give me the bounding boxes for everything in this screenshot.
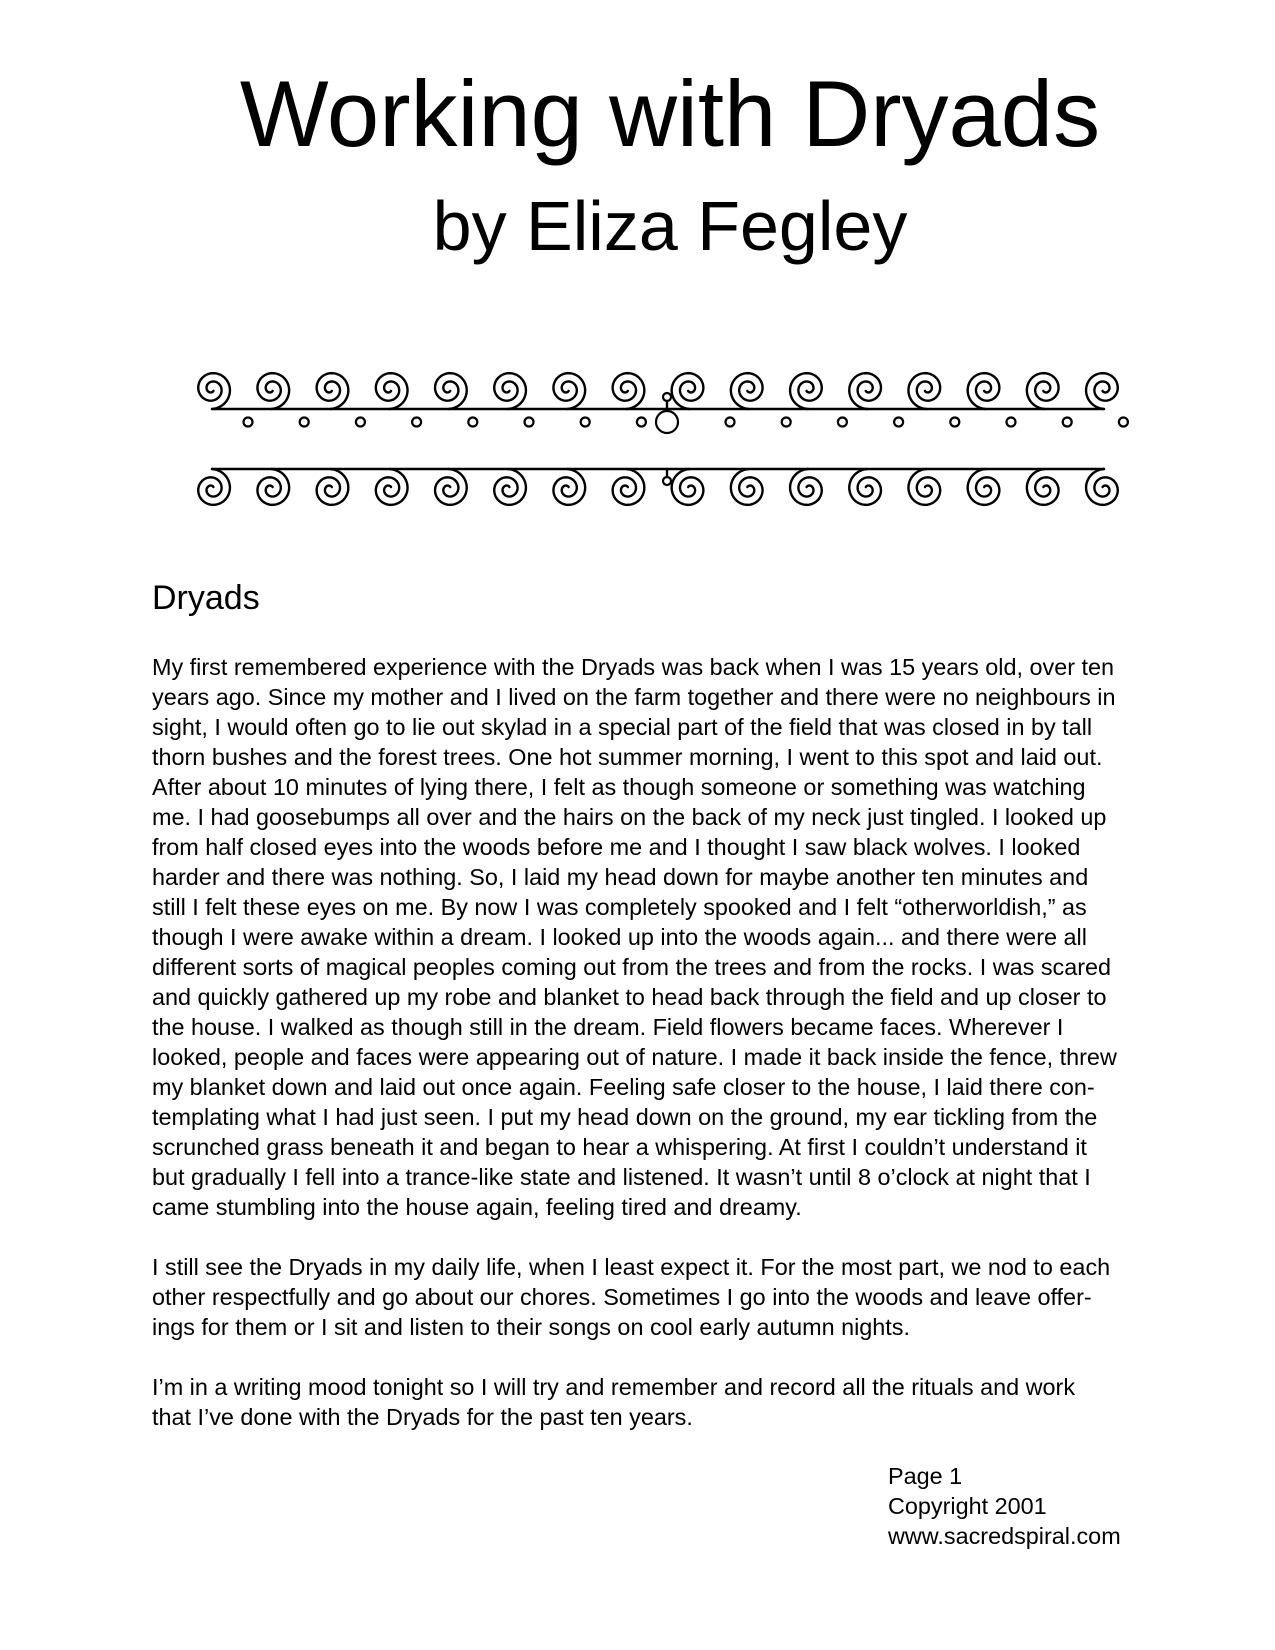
- text-line: looked, people and faces were appearing out of nature. I made it back inside the fence, threw: [152, 1044, 1117, 1070]
- spiral-curl: [790, 469, 822, 505]
- text-line: thorn bushes and the forest trees. One hot summer morning, I went to this spot and laid out.: [152, 744, 1103, 770]
- text-line: and quickly gathered up my robe and blanket to head back through the field and up closer to: [152, 984, 1107, 1010]
- ornament-dot: [838, 418, 847, 427]
- spiral-curl: [494, 373, 526, 409]
- ornament-dot: [894, 418, 903, 427]
- section-heading: Dryads: [152, 579, 260, 617]
- spiral-curl: [553, 469, 585, 505]
- text-line: but gradually I fell into a trance-like state and listened. It wasn’t until 8 o’clock at night that I: [152, 1164, 1091, 1190]
- spiral-curl: [435, 469, 467, 505]
- text-line: came stumbling into the house again, feeling tired and dreamy.: [152, 1194, 802, 1220]
- text-line: that I’ve done with the Dryads for the past ten years.: [152, 1404, 693, 1430]
- website-link: www.sacredspiral.com: [888, 1523, 1121, 1549]
- spiral-curl: [672, 469, 704, 505]
- spiral-curl: [613, 469, 645, 505]
- spiral-curl: [968, 373, 1000, 409]
- spiral-curl: [672, 373, 704, 409]
- page-number: Page 1: [888, 1463, 963, 1489]
- spiral-curl: [1086, 469, 1118, 505]
- spiral-curl: [494, 469, 526, 505]
- spiral-curl: [1086, 373, 1118, 409]
- text-line: ings for them or I sit and listen to their songs on cool early autumn nights.: [152, 1314, 910, 1340]
- ornament-dot: [950, 418, 959, 427]
- ornament-dot: [1119, 418, 1128, 427]
- spiral-curl: [376, 373, 408, 409]
- spiral-curl: [968, 469, 1000, 505]
- spiral-curl: [257, 373, 289, 409]
- spiral-curl: [908, 373, 940, 409]
- spiral-curl: [849, 373, 881, 409]
- text-line: I’m in a writing mood tonight so I will try and remember and record all the rituals and work: [152, 1374, 1076, 1400]
- document-title: Working with Dryads: [239, 61, 1101, 166]
- text-line: though I were awake within a dream. I looked up into the woods again... and there were all: [152, 924, 1087, 950]
- spiral-border-ornament: [190, 365, 1145, 515]
- spiral-curl: [553, 373, 585, 409]
- spiral-curl: [376, 469, 408, 505]
- spiral-curl: [1027, 373, 1059, 409]
- ornament-dot: [412, 418, 421, 427]
- spiral-curl: [435, 373, 467, 409]
- text-line: still I felt these eyes on me. By now I was completely spooked and I felt “otherworldish,” as: [152, 894, 1087, 920]
- spiral-curl: [317, 373, 349, 409]
- text-line: templating what I had just seen. I put my head down on the ground, my ear tickling from the: [152, 1104, 1098, 1130]
- page-footer: [888, 1461, 1121, 1551]
- spiral-curl: [1027, 469, 1059, 505]
- ornament-dot: [300, 418, 309, 427]
- ornament-dot: [726, 418, 735, 427]
- ornament-top-row: [198, 373, 1117, 409]
- ornament-bottom-row: [198, 469, 1117, 505]
- ornament-center-circle: [656, 411, 678, 433]
- spiral-curl: [198, 373, 230, 409]
- spiral-curl: [317, 469, 349, 505]
- text-line: sight, I would often go to lie out skylad in a special part of the field that was closed in by tall: [152, 714, 1093, 740]
- paragraph-3: [152, 1372, 1152, 1432]
- text-line: I still see the Dryads in my daily life, when I least expect it. For the most part, we nod to each: [152, 1254, 1111, 1280]
- spiral-curl: [790, 373, 822, 409]
- spiral-curl: [198, 469, 230, 505]
- spiral-curl: [849, 469, 881, 505]
- spiral-curl: [731, 469, 763, 505]
- spiral-curl: [257, 469, 289, 505]
- paragraph-2: [152, 1252, 1152, 1342]
- ornament-dot: [637, 418, 646, 427]
- ornament-knob: [663, 393, 671, 401]
- text-line: me. I had goosebumps all over and the hairs on the back of my neck just tingled. I looked up: [152, 804, 1107, 830]
- paragraph-1: [152, 652, 1152, 1222]
- copyright-notice: Copyright 2001: [888, 1493, 1047, 1519]
- text-line: different sorts of magical peoples coming out from the trees and from the rocks. I was scared: [152, 954, 1112, 980]
- body-text: [152, 652, 1152, 1462]
- text-line: My first remembered experience with the Dryads was back when I was 15 years old, over ten: [152, 654, 1115, 680]
- text-line: from half closed eyes into the woods before me and I thought I saw black wolves. I looked: [152, 834, 1081, 860]
- ornament-circle-row: [244, 411, 1128, 433]
- ornament-knob: [663, 477, 671, 485]
- author-byline: by Eliza Fegley: [432, 187, 908, 265]
- ornament-dot: [244, 418, 253, 427]
- ornament-dot: [525, 418, 534, 427]
- text-line: the house. I walked as though still in the dream. Field flowers became faces. Wherever I: [152, 1014, 1064, 1040]
- spiral-curl: [908, 469, 940, 505]
- ornament-dot: [356, 418, 365, 427]
- spiral-curl: [731, 373, 763, 409]
- ornament-dot: [782, 418, 791, 427]
- text-line: scrunched grass beneath it and began to hear a whispering. At first I couldn’t understand it: [152, 1134, 1087, 1160]
- text-line: years ago. Since my mother and I lived on the farm together and there were no neighbours in: [152, 684, 1116, 710]
- ornament-dot: [1007, 418, 1016, 427]
- text-line: After about 10 minutes of lying there, I felt as though someone or something was watching: [152, 774, 1086, 800]
- ornament-dot: [1063, 418, 1072, 427]
- text-line: my blanket down and laid out once again. Feeling safe closer to the house, I laid there con-: [152, 1074, 1095, 1100]
- text-line: other respectfully and go about our chores. Sometimes I go into the woods and leave offer-: [152, 1284, 1092, 1310]
- spiral-curl: [613, 373, 645, 409]
- ornament-dot: [468, 418, 477, 427]
- ornament-dot: [581, 418, 590, 427]
- text-line: harder and there was nothing. So, I laid my head down for maybe another ten minutes and: [152, 864, 1089, 890]
